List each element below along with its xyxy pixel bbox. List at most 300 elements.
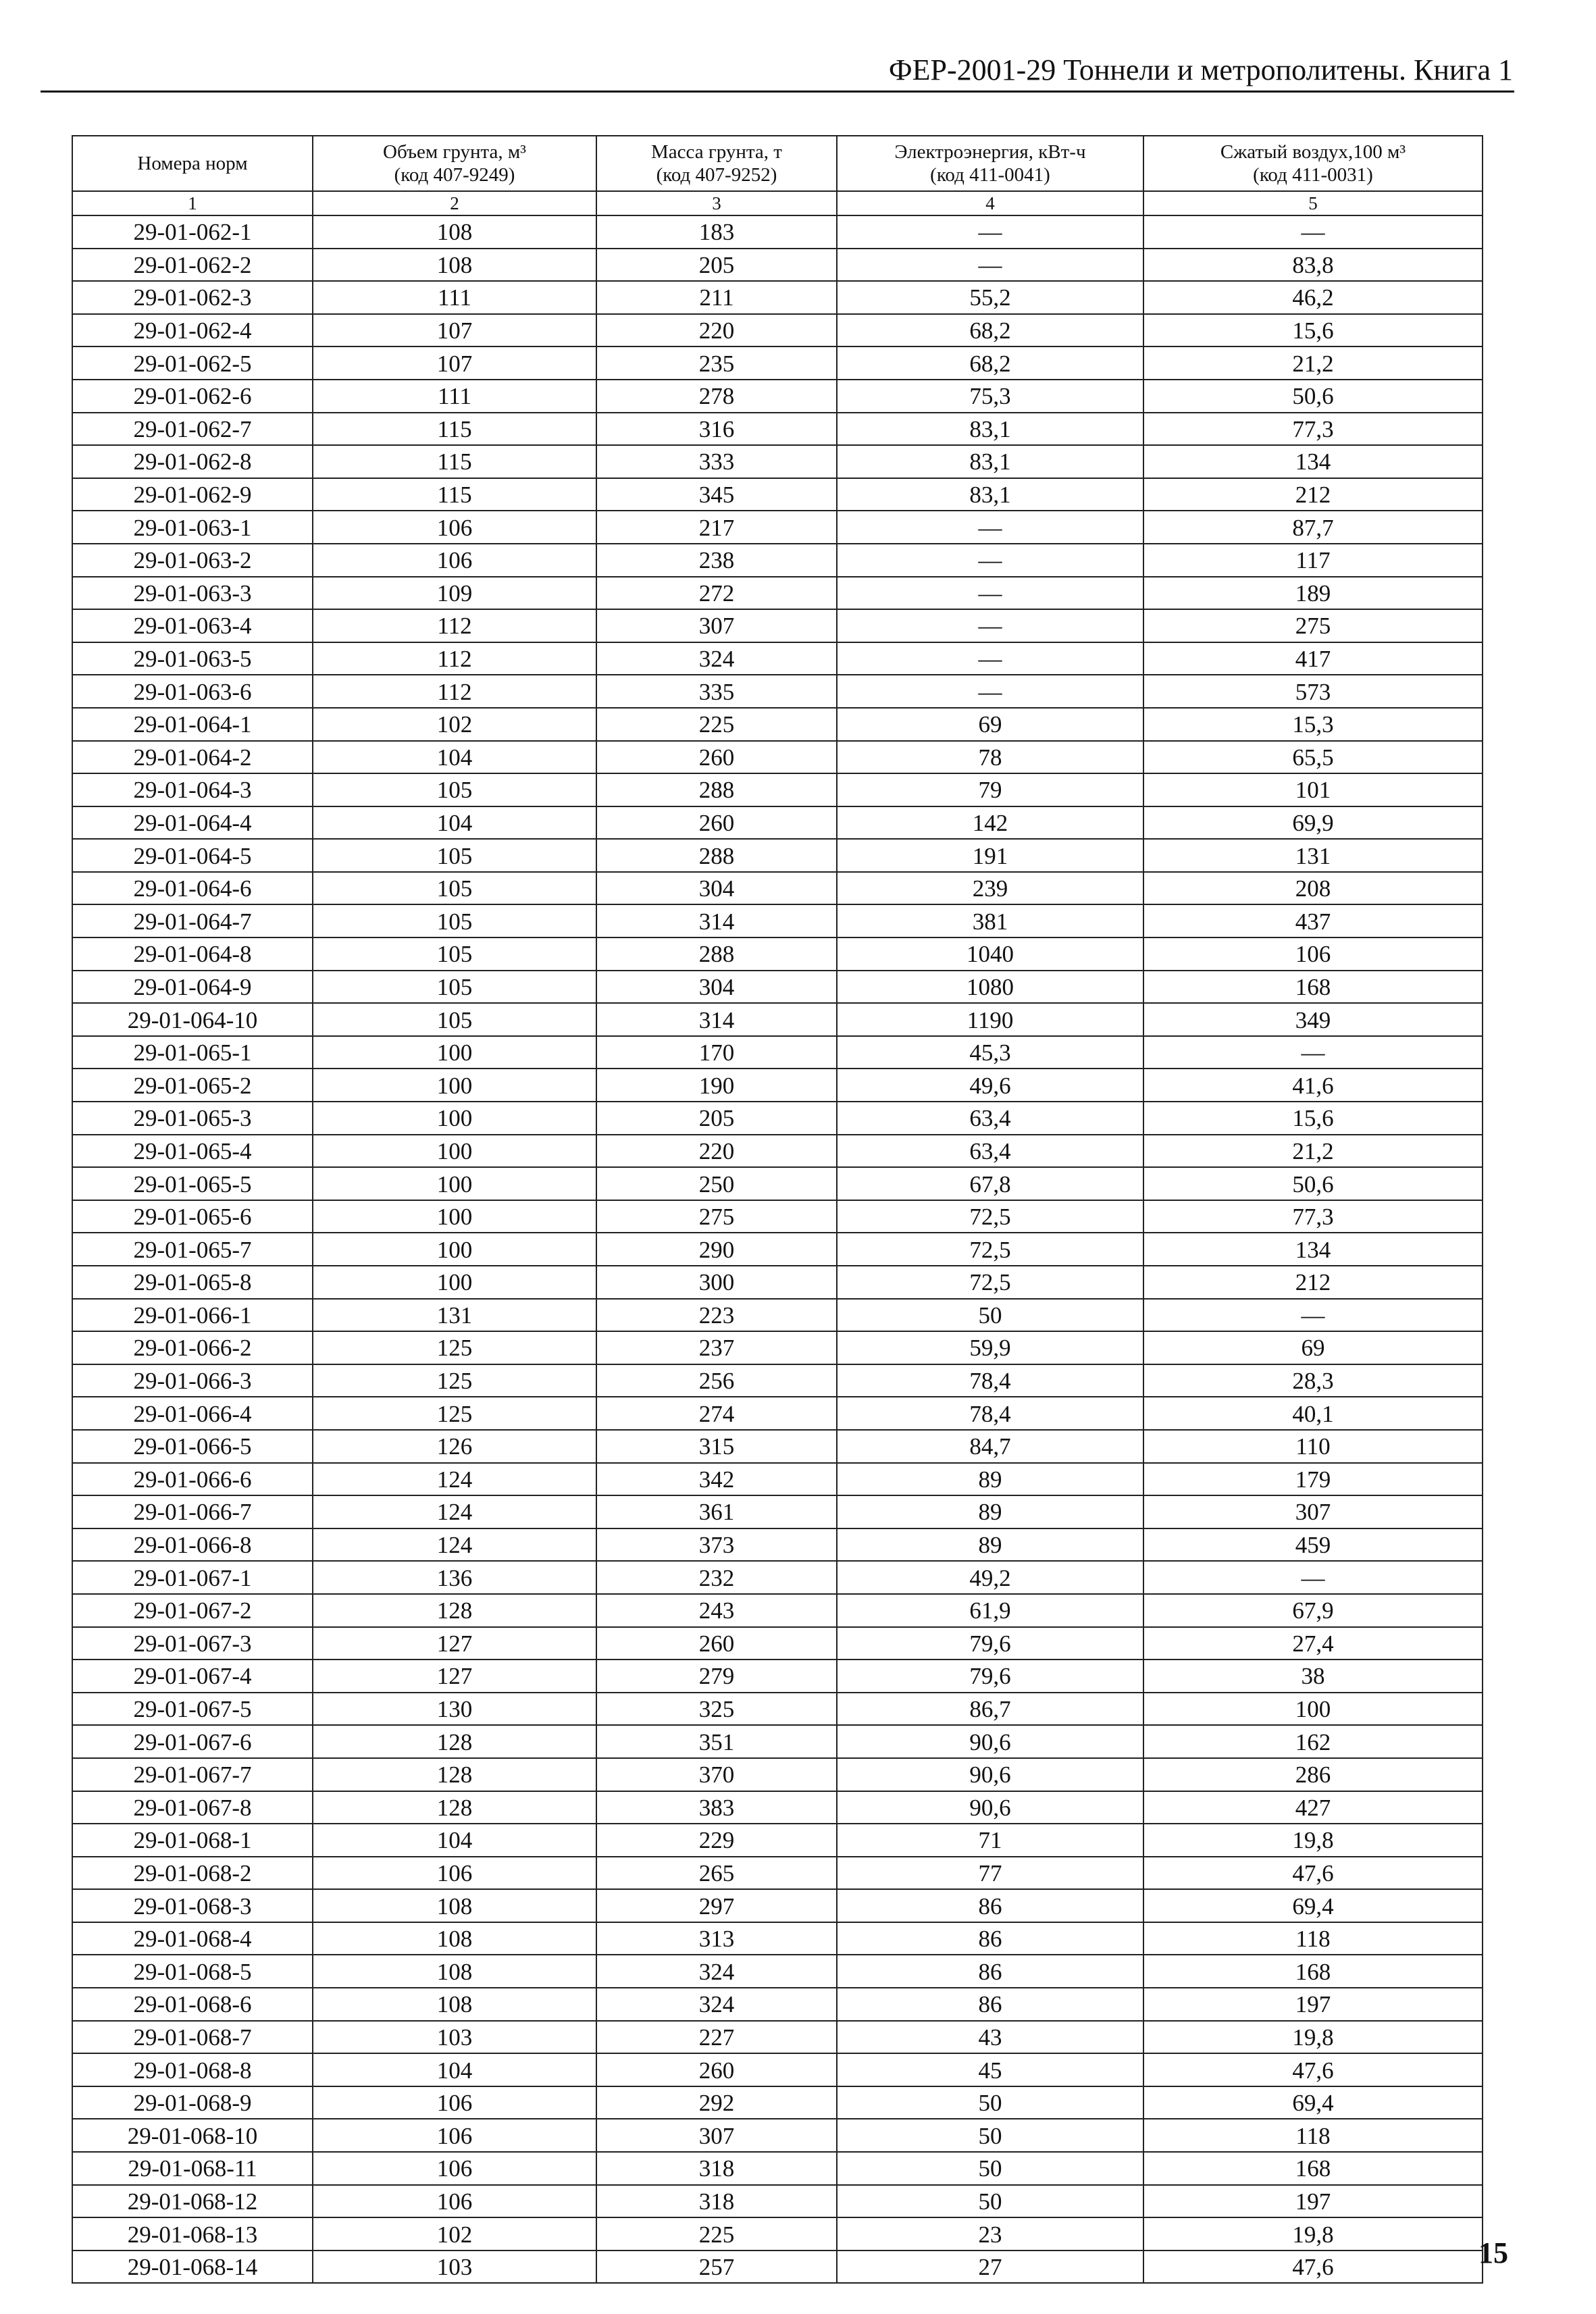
norm-number-cell: 29-01-064-2 <box>72 741 313 774</box>
soil-volume-cell: 115 <box>313 413 596 446</box>
compressed-air-cell: 15,6 <box>1143 314 1483 347</box>
norm-number-cell: 29-01-066-6 <box>72 1463 313 1496</box>
soil-volume-cell: 112 <box>313 642 596 675</box>
electricity-cell: 191 <box>837 839 1143 872</box>
table-row <box>72 511 1483 544</box>
electricity-cell: 90,6 <box>837 1791 1143 1824</box>
soil-mass-cell: 318 <box>596 2152 837 2185</box>
soil-volume-cell: 127 <box>313 1660 596 1693</box>
table-row <box>72 1758 1483 1791</box>
compressed-air-cell: 50,6 <box>1143 1167 1483 1200</box>
soil-volume-cell: 108 <box>313 1889 596 1922</box>
soil-volume-cell: 128 <box>313 1791 596 1824</box>
soil-mass-cell: 227 <box>596 2021 837 2054</box>
table-row <box>72 1594 1483 1627</box>
compressed-air-cell: 118 <box>1143 1922 1483 1955</box>
electricity-cell: 75,3 <box>837 380 1143 413</box>
norm-number-cell: 29-01-063-3 <box>72 577 313 610</box>
soil-volume-cell: 108 <box>313 249 596 282</box>
soil-volume-cell: 112 <box>313 675 596 708</box>
electricity-cell: 86 <box>837 1988 1143 2021</box>
soil-mass-cell: 220 <box>596 314 837 347</box>
compressed-air-cell: 19,8 <box>1143 1824 1483 1857</box>
compressed-air-cell: 417 <box>1143 642 1483 675</box>
soil-volume-cell: 106 <box>313 2185 596 2218</box>
soil-volume-cell: 106 <box>313 2119 596 2152</box>
norm-number-cell: 29-01-064-10 <box>72 1003 313 1036</box>
compressed-air-cell: 427 <box>1143 1791 1483 1824</box>
compressed-air-cell: — <box>1143 1561 1483 1594</box>
norm-number-cell: 29-01-067-5 <box>72 1693 313 1726</box>
norm-number-cell: 29-01-062-5 <box>72 346 313 380</box>
table-row <box>72 1266 1483 1299</box>
electricity-cell: 90,6 <box>837 1758 1143 1791</box>
soil-mass-cell: 235 <box>596 346 837 380</box>
soil-volume-cell: 102 <box>313 2217 596 2251</box>
electricity-cell: 78,4 <box>837 1364 1143 1397</box>
table-row <box>72 1430 1483 1463</box>
soil-mass-cell: 288 <box>596 937 837 971</box>
electricity-cell: 50 <box>837 2185 1143 2218</box>
norm-number-cell: 29-01-064-1 <box>72 708 313 741</box>
soil-mass-cell: 260 <box>596 2053 837 2086</box>
compressed-air-cell: 87,7 <box>1143 511 1483 544</box>
electricity-cell: 79 <box>837 773 1143 806</box>
soil-volume-cell: 115 <box>313 445 596 478</box>
norm-number-cell: 29-01-065-1 <box>72 1036 313 1069</box>
norm-number-cell: 29-01-068-4 <box>72 1922 313 1955</box>
electricity-cell: 49,6 <box>837 1069 1143 1102</box>
compressed-air-cell: 19,8 <box>1143 2021 1483 2054</box>
page-number: 15 <box>1478 2236 1508 2269</box>
compressed-air-cell: 77,3 <box>1143 1200 1483 1233</box>
soil-mass-cell: 220 <box>596 1135 837 1168</box>
compressed-air-cell: — <box>1143 1036 1483 1069</box>
norm-number-cell: 29-01-068-9 <box>72 2086 313 2119</box>
soil-volume-cell: 106 <box>313 511 596 544</box>
electricity-cell: 72,5 <box>837 1200 1143 1233</box>
soil-mass-cell: 217 <box>596 511 837 544</box>
electricity-cell: 45 <box>837 2053 1143 2086</box>
soil-mass-cell: 361 <box>596 1495 837 1528</box>
norm-number-cell: 29-01-062-8 <box>72 445 313 478</box>
electricity-cell: 86 <box>837 1955 1143 1988</box>
norm-number-cell: 29-01-066-1 <box>72 1299 313 1332</box>
table-body <box>72 215 1483 2283</box>
norm-number-cell: 29-01-067-3 <box>72 1627 313 1660</box>
compressed-air-cell: 41,6 <box>1143 1069 1483 1102</box>
soil-volume-cell: 103 <box>313 2251 596 2284</box>
norm-number-cell: 29-01-066-3 <box>72 1364 313 1397</box>
soil-mass-cell: 316 <box>596 413 837 446</box>
table-row <box>72 577 1483 610</box>
soil-mass-cell: 256 <box>596 1364 837 1397</box>
electricity-cell: 83,1 <box>837 478 1143 511</box>
soil-volume-cell: 105 <box>313 1003 596 1036</box>
soil-mass-cell: 223 <box>596 1299 837 1332</box>
soil-volume-cell: 131 <box>313 1299 596 1332</box>
table-row <box>72 1364 1483 1397</box>
electricity-cell: 69 <box>837 708 1143 741</box>
soil-volume-cell: 115 <box>313 478 596 511</box>
electricity-cell: 61,9 <box>837 1594 1143 1627</box>
soil-volume-cell: 125 <box>313 1331 596 1364</box>
electricity-cell: 71 <box>837 1824 1143 1857</box>
table-row <box>72 1528 1483 1562</box>
table-row <box>72 1135 1483 1168</box>
compressed-air-cell: 21,2 <box>1143 1135 1483 1168</box>
electricity-cell: 1080 <box>837 971 1143 1004</box>
electricity-cell: 86 <box>837 1922 1143 1955</box>
electricity-cell: 83,1 <box>837 445 1143 478</box>
electricity-cell: 63,4 <box>837 1135 1143 1168</box>
soil-volume-cell: 105 <box>313 904 596 937</box>
norm-number-cell: 29-01-068-6 <box>72 1988 313 2021</box>
compressed-air-cell: 118 <box>1143 2119 1483 2152</box>
norm-number-cell: 29-01-068-12 <box>72 2185 313 2218</box>
column-number: 4 <box>837 191 1143 215</box>
soil-volume-cell: 104 <box>313 741 596 774</box>
soil-volume-cell: 108 <box>313 215 596 249</box>
norm-number-cell: 29-01-066-5 <box>72 1430 313 1463</box>
table-row <box>72 741 1483 774</box>
norm-number-cell: 29-01-063-6 <box>72 675 313 708</box>
soil-mass-cell: 370 <box>596 1758 837 1791</box>
soil-mass-cell: 272 <box>596 577 837 610</box>
table-row <box>72 1889 1483 1922</box>
norm-number-cell: 29-01-066-4 <box>72 1397 313 1430</box>
electricity-cell: 90,6 <box>837 1725 1143 1758</box>
norm-number-cell: 29-01-065-4 <box>72 1135 313 1168</box>
table-row <box>72 1003 1483 1036</box>
compressed-air-cell: 437 <box>1143 904 1483 937</box>
table-row <box>72 1069 1483 1102</box>
electricity-cell: 86 <box>837 1889 1143 1922</box>
column-number: 1 <box>72 191 313 215</box>
compressed-air-cell: 101 <box>1143 773 1483 806</box>
soil-mass-cell: 300 <box>596 1266 837 1299</box>
compressed-air-cell: 19,8 <box>1143 2217 1483 2251</box>
table-row <box>72 1463 1483 1496</box>
electricity-cell: 83,1 <box>837 413 1143 446</box>
electricity-cell: 63,4 <box>837 1102 1143 1135</box>
soil-mass-cell: 260 <box>596 741 837 774</box>
norm-number-cell: 29-01-064-7 <box>72 904 313 937</box>
electricity-cell: 50 <box>837 2086 1143 2119</box>
compressed-air-cell: 110 <box>1143 1430 1483 1463</box>
compressed-air-cell: 459 <box>1143 1528 1483 1562</box>
electricity-cell: 89 <box>837 1463 1143 1496</box>
table-row <box>72 773 1483 806</box>
soil-mass-cell: 314 <box>596 904 837 937</box>
column-header-soil-volume: Объем грунта, м³ (код 407-9249) <box>313 136 596 191</box>
table-row <box>72 806 1483 840</box>
compressed-air-cell: 69,4 <box>1143 1889 1483 1922</box>
table-row <box>72 2251 1483 2284</box>
table-row <box>72 1495 1483 1528</box>
soil-volume-cell: 106 <box>313 2152 596 2185</box>
document-title: ФЕР-2001-29 Тоннели и метрополитены. Книга 1 <box>888 53 1513 86</box>
table-row <box>72 1397 1483 1430</box>
norm-number-cell: 29-01-062-4 <box>72 314 313 347</box>
electricity-cell: 1040 <box>837 937 1143 971</box>
soil-mass-cell: 292 <box>596 2086 837 2119</box>
compressed-air-cell: 15,3 <box>1143 708 1483 741</box>
norm-number-cell: 29-01-068-10 <box>72 2119 313 2152</box>
electricity-cell: 86,7 <box>837 1693 1143 1726</box>
norm-number-cell: 29-01-067-7 <box>72 1758 313 1791</box>
soil-volume-cell: 111 <box>313 281 596 314</box>
soil-volume-cell: 100 <box>313 1135 596 1168</box>
soil-mass-cell: 225 <box>596 2217 837 2251</box>
soil-volume-cell: 107 <box>313 346 596 380</box>
table-row <box>72 904 1483 937</box>
table-row <box>72 839 1483 872</box>
norm-number-cell: 29-01-065-3 <box>72 1102 313 1135</box>
table-row <box>72 413 1483 446</box>
soil-mass-cell: 238 <box>596 544 837 577</box>
soil-volume-cell: 104 <box>313 2053 596 2086</box>
electricity-cell: — <box>837 577 1143 610</box>
soil-mass-cell: 250 <box>596 1167 837 1200</box>
compressed-air-cell: — <box>1143 1299 1483 1332</box>
soil-mass-cell: 170 <box>596 1036 837 1069</box>
electricity-cell: 43 <box>837 2021 1143 2054</box>
soil-mass-cell: 237 <box>596 1331 837 1364</box>
soil-volume-cell: 106 <box>313 2086 596 2119</box>
soil-volume-cell: 102 <box>313 708 596 741</box>
soil-mass-cell: 318 <box>596 2185 837 2218</box>
table-row <box>72 380 1483 413</box>
table-row <box>72 1824 1483 1857</box>
soil-mass-cell: 225 <box>596 708 837 741</box>
electricity-cell: 381 <box>837 904 1143 937</box>
norm-number-cell: 29-01-065-6 <box>72 1200 313 1233</box>
soil-volume-cell: 105 <box>313 773 596 806</box>
norm-number-cell: 29-01-068-1 <box>72 1824 313 1857</box>
compressed-air-cell: 197 <box>1143 1988 1483 2021</box>
table-row <box>72 314 1483 347</box>
soil-volume-cell: 125 <box>313 1364 596 1397</box>
compressed-air-cell: 307 <box>1143 1495 1483 1528</box>
soil-mass-cell: 288 <box>596 839 837 872</box>
soil-volume-cell: 124 <box>313 1495 596 1528</box>
norm-number-cell: 29-01-063-5 <box>72 642 313 675</box>
table-row <box>72 215 1483 249</box>
electricity-cell: 23 <box>837 2217 1143 2251</box>
compressed-air-cell: 131 <box>1143 839 1483 872</box>
compressed-air-cell: 189 <box>1143 577 1483 610</box>
soil-volume-cell: 100 <box>313 1036 596 1069</box>
soil-mass-cell: 290 <box>596 1233 837 1266</box>
compressed-air-cell: 46,2 <box>1143 281 1483 314</box>
norm-number-cell: 29-01-067-6 <box>72 1725 313 1758</box>
compressed-air-cell: 21,2 <box>1143 346 1483 380</box>
soil-volume-cell: 104 <box>313 1824 596 1857</box>
compressed-air-cell: 106 <box>1143 937 1483 971</box>
compressed-air-cell: 179 <box>1143 1463 1483 1496</box>
table-row <box>72 1627 1483 1660</box>
table-row <box>72 478 1483 511</box>
soil-volume-cell: 128 <box>313 1725 596 1758</box>
soil-mass-cell: 265 <box>596 1857 837 1890</box>
soil-volume-cell: 108 <box>313 1955 596 1988</box>
table-row <box>72 1660 1483 1693</box>
table-row <box>72 1561 1483 1594</box>
soil-mass-cell: 190 <box>596 1069 837 1102</box>
electricity-cell: — <box>837 642 1143 675</box>
table-row <box>72 1036 1483 1069</box>
norm-number-cell: 29-01-068-3 <box>72 1889 313 1922</box>
soil-volume-cell: 103 <box>313 2021 596 2054</box>
column-number: 3 <box>596 191 837 215</box>
compressed-air-cell: 47,6 <box>1143 2251 1483 2284</box>
norm-number-cell: 29-01-064-3 <box>72 773 313 806</box>
norm-number-cell: 29-01-064-5 <box>72 839 313 872</box>
table-row <box>72 445 1483 478</box>
soil-mass-cell: 324 <box>596 642 837 675</box>
table-row <box>72 1102 1483 1135</box>
electricity-cell: 84,7 <box>837 1430 1143 1463</box>
compressed-air-cell: 208 <box>1143 872 1483 905</box>
soil-volume-cell: 100 <box>313 1266 596 1299</box>
electricity-cell: 89 <box>837 1528 1143 1562</box>
soil-volume-cell: 100 <box>313 1233 596 1266</box>
compressed-air-cell: 134 <box>1143 445 1483 478</box>
electricity-cell: — <box>837 511 1143 544</box>
compressed-air-cell: 212 <box>1143 1266 1483 1299</box>
table-row <box>72 544 1483 577</box>
norm-number-cell: 29-01-065-8 <box>72 1266 313 1299</box>
table-row <box>72 2217 1483 2251</box>
table-row <box>72 642 1483 675</box>
table-row <box>72 971 1483 1004</box>
soil-mass-cell: 373 <box>596 1528 837 1562</box>
compressed-air-cell: 212 <box>1143 478 1483 511</box>
electricity-cell: — <box>837 249 1143 282</box>
soil-mass-cell: 325 <box>596 1693 837 1726</box>
norm-number-cell: 29-01-064-4 <box>72 806 313 840</box>
compressed-air-cell: 100 <box>1143 1693 1483 1726</box>
electricity-cell: 67,8 <box>837 1167 1143 1200</box>
compressed-air-cell: 47,6 <box>1143 1857 1483 1890</box>
soil-volume-cell: 100 <box>313 1200 596 1233</box>
compressed-air-cell: 117 <box>1143 544 1483 577</box>
electricity-cell: 68,2 <box>837 314 1143 347</box>
compressed-air-cell: 286 <box>1143 1758 1483 1791</box>
electricity-cell: 27 <box>837 2251 1143 2284</box>
soil-mass-cell: 275 <box>596 1200 837 1233</box>
electricity-cell: 78,4 <box>837 1397 1143 1430</box>
soil-mass-cell: 278 <box>596 380 837 413</box>
compressed-air-cell: 27,4 <box>1143 1627 1483 1660</box>
norm-number-cell: 29-01-063-1 <box>72 511 313 544</box>
electricity-cell: 79,6 <box>837 1627 1143 1660</box>
norm-number-cell: 29-01-068-8 <box>72 2053 313 2086</box>
soil-volume-cell: 124 <box>313 1528 596 1562</box>
electricity-cell: 77 <box>837 1857 1143 1890</box>
table-row <box>72 1233 1483 1266</box>
soil-volume-cell: 106 <box>313 1857 596 1890</box>
norm-number-cell: 29-01-067-2 <box>72 1594 313 1627</box>
soil-mass-cell: 313 <box>596 1922 837 1955</box>
soil-volume-cell: 125 <box>313 1397 596 1430</box>
norm-number-cell: 29-01-062-7 <box>72 413 313 446</box>
compressed-air-cell: 28,3 <box>1143 1364 1483 1397</box>
norm-number-cell: 29-01-062-6 <box>72 380 313 413</box>
soil-mass-cell: 229 <box>596 1824 837 1857</box>
soil-volume-cell: 127 <box>313 1627 596 1660</box>
soil-volume-cell: 108 <box>313 1988 596 2021</box>
soil-volume-cell: 100 <box>313 1102 596 1135</box>
compressed-air-cell: 69 <box>1143 1331 1483 1364</box>
compressed-air-cell: 67,9 <box>1143 1594 1483 1627</box>
electricity-cell: 55,2 <box>837 281 1143 314</box>
electricity-cell: 72,5 <box>837 1266 1143 1299</box>
norm-number-cell: 29-01-065-5 <box>72 1167 313 1200</box>
table-row <box>72 1922 1483 1955</box>
table-row <box>72 1791 1483 1824</box>
compressed-air-cell: 40,1 <box>1143 1397 1483 1430</box>
column-header-electricity: Электроэнергия, кВт-ч (код 411-0041) <box>837 136 1143 191</box>
soil-mass-cell: 288 <box>596 773 837 806</box>
norm-number-cell: 29-01-063-4 <box>72 609 313 642</box>
column-number: 5 <box>1143 191 1483 215</box>
table-row <box>72 1988 1483 2021</box>
compressed-air-cell: 15,6 <box>1143 1102 1483 1135</box>
column-header-soil-mass: Масса грунта, т (код 407-9252) <box>596 136 837 191</box>
soil-volume-cell: 111 <box>313 380 596 413</box>
norm-number-cell: 29-01-067-4 <box>72 1660 313 1693</box>
soil-mass-cell: 342 <box>596 1463 837 1496</box>
soil-mass-cell: 257 <box>596 2251 837 2284</box>
norm-number-cell: 29-01-062-2 <box>72 249 313 282</box>
compressed-air-cell: 573 <box>1143 675 1483 708</box>
norm-number-cell: 29-01-065-2 <box>72 1069 313 1102</box>
table-row <box>72 2119 1483 2152</box>
compressed-air-cell: 134 <box>1143 1233 1483 1266</box>
soil-volume-cell: 130 <box>313 1693 596 1726</box>
table-row <box>72 2053 1483 2086</box>
table-row <box>72 609 1483 642</box>
soil-mass-cell: 211 <box>596 281 837 314</box>
norm-number-cell: 29-01-065-7 <box>72 1233 313 1266</box>
table-row <box>72 1693 1483 1726</box>
electricity-cell: 45,3 <box>837 1036 1143 1069</box>
norm-number-cell: 29-01-062-1 <box>72 215 313 249</box>
soil-mass-cell: 315 <box>596 1430 837 1463</box>
electricity-cell: 78 <box>837 741 1143 774</box>
soil-mass-cell: 274 <box>596 1397 837 1430</box>
norm-number-cell: 29-01-068-5 <box>72 1955 313 1988</box>
soil-mass-cell: 304 <box>596 872 837 905</box>
electricity-cell: 50 <box>837 2152 1143 2185</box>
norm-number-cell: 29-01-067-8 <box>72 1791 313 1824</box>
soil-mass-cell: 345 <box>596 478 837 511</box>
table-row <box>72 1331 1483 1364</box>
electricity-cell: 142 <box>837 806 1143 840</box>
soil-mass-cell: 324 <box>596 1955 837 1988</box>
compressed-air-cell: 38 <box>1143 1660 1483 1693</box>
electricity-cell: 59,9 <box>837 1331 1143 1364</box>
table-row <box>72 1725 1483 1758</box>
electricity-cell: — <box>837 675 1143 708</box>
table-row <box>72 675 1483 708</box>
norm-number-cell: 29-01-066-7 <box>72 1495 313 1528</box>
compressed-air-cell: 168 <box>1143 2152 1483 2185</box>
norm-number-cell: 29-01-067-1 <box>72 1561 313 1594</box>
soil-mass-cell: 232 <box>596 1561 837 1594</box>
